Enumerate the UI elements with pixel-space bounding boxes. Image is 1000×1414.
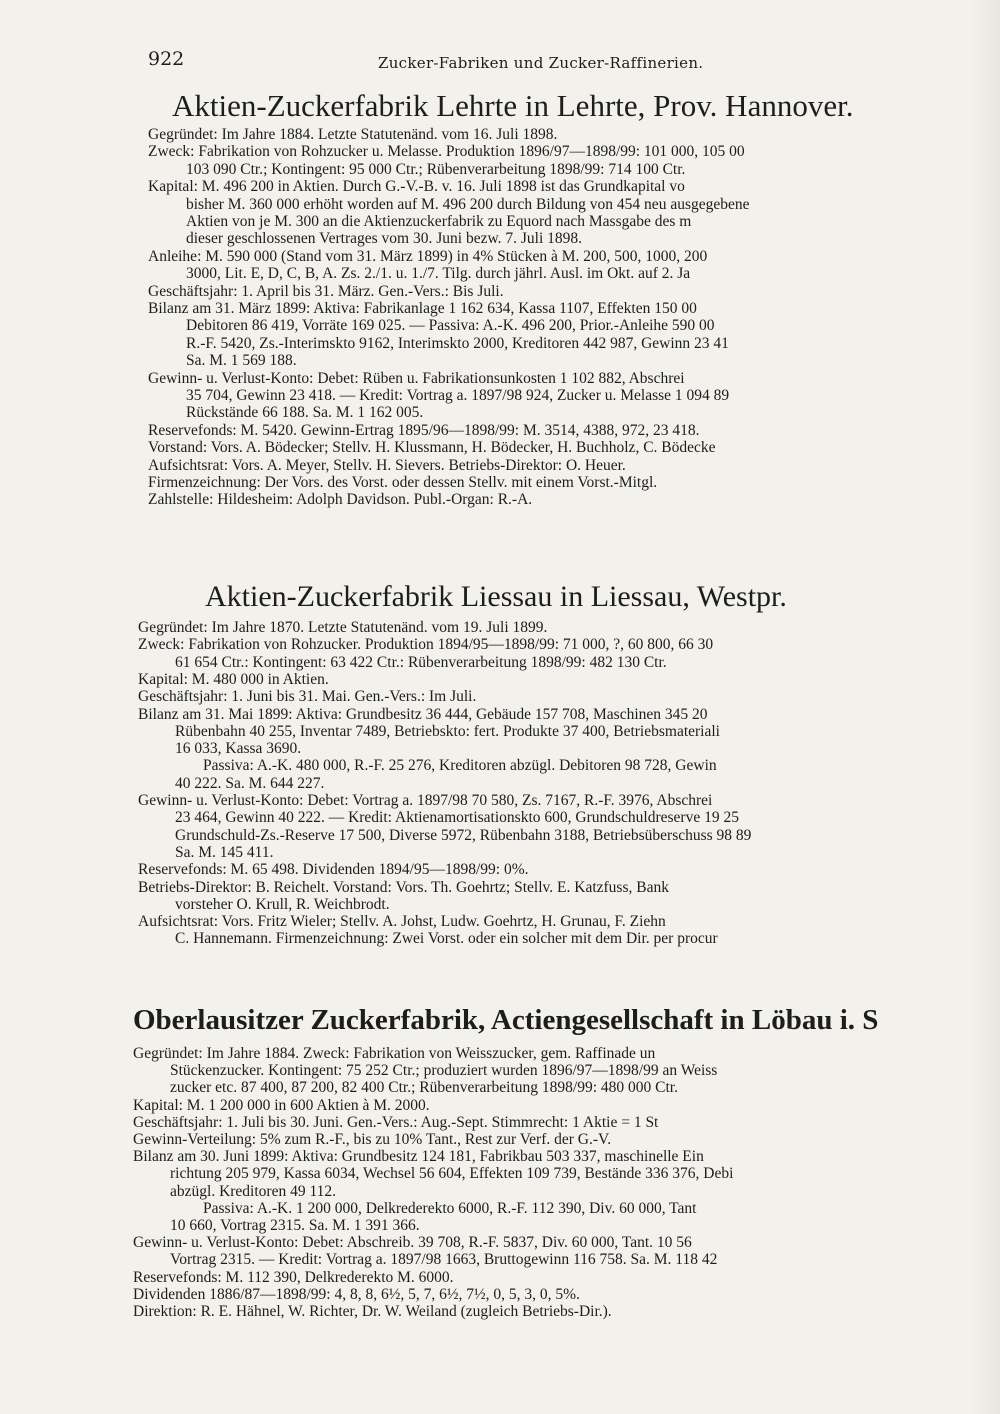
entry-line: Passiva: A.-K. 1 200 000, Delkrederekto 6000, R.-F. 112 390, Div. 60 000, Tant	[203, 1200, 697, 1217]
entry-line: 40 222. Sa. M. 644 227.	[175, 775, 325, 792]
entry-line: Geschäftsjahr: 1. April bis 31. März. Gen.-Vers.: Bis Juli.	[148, 283, 504, 300]
entry-line: Gewinn- u. Verlust-Konto: Debet: Rüben u. Fabrikationsunkosten 1 102 882, Abschrei	[148, 370, 685, 387]
page-edge-shadow	[970, 0, 1000, 1414]
entry-line: Vorstand: Vors. A. Bödecker; Stellv. H. Klussmann, H. Bödecker, H. Buchholz, C. Bödecke	[148, 439, 716, 456]
company-title-lehrte: Aktien-Zuckerfabrik Lehrte in Lehrte, Prov. Hannover.	[172, 88, 854, 123]
entry-line: Zweck: Fabrikation von Rohzucker. Produktion 1894/95—1898/99: 71 000, ?, 60 800, 66 30	[138, 636, 714, 653]
entry-line: R.-F. 5420, Zs.-Interimskto 9162, Interimskto 2000, Kreditoren 442 987, Gewinn 23 41	[186, 335, 729, 352]
entry-line: C. Hannemann. Firmenzeichnung: Zwei Vorst. oder ein solcher mit dem Dir. per procur	[175, 930, 718, 947]
entry-line: Zahlstelle: Hildesheim: Adolph Davidson. Publ.-Organ: R.-A.	[148, 491, 533, 508]
company-title-loebau: Oberlausitzer Zuckerfabrik, Actiengesellschaft in Löbau i. S	[133, 1004, 879, 1036]
entry-line: Bilanz am 31. Mai 1899: Aktiva: Grundbesitz 36 444, Gebäude 157 708, Maschinen 345 20	[138, 706, 708, 723]
entry-line: Firmenzeichnung: Der Vors. des Vorst. oder dessen Stellv. mit einem Vorst.-Mitgl.	[148, 474, 658, 491]
entry-line: Kapital: M. 480 000 in Aktien.	[138, 671, 329, 688]
entry-line: abzügl. Kreditoren 49 112.	[170, 1183, 337, 1200]
entry-line: Kapital: M. 1 200 000 in 600 Aktien à M. 2000.	[133, 1097, 430, 1114]
entry-line: Dividenden 1886/87—1898/99: 4, 8, 8, 6½, 5, 7, 6½, 7½, 0, 5, 3, 0, 5%.	[133, 1286, 580, 1303]
entry-line: 103 090 Ctr.; Kontingent: 95 000 Ctr.; Rübenverarbeitung 1898/99: 714 100 Ctr.	[186, 161, 686, 178]
entry-line: bisher M. 360 000 erhöht worden auf M. 496 200 durch Bildung von 454 neu ausgegebene	[186, 196, 750, 213]
entry-line: Sa. M. 145 411.	[175, 844, 274, 861]
company-title-liessau: Aktien-Zuckerfabrik Liessau in Liessau, Westpr.	[205, 580, 787, 613]
entry-line: Kapital: M. 496 200 in Aktien. Durch G.-V.-B. v. 16. Juli 1898 ist das Grundkapital vo	[148, 178, 685, 195]
entry-line: Gegründet: Im Jahre 1884. Letzte Statutenänd. vom 16. Juli 1898.	[148, 126, 558, 143]
entry-line: Gewinn- u. Verlust-Konto: Debet: Vortrag a. 1897/98 70 580, Zs. 7167, R.-F. 3976, Abschrei	[138, 792, 713, 809]
running-title: Zucker-Fabriken und Zucker-Raffinerien.	[378, 54, 704, 72]
entry-line: Reservefonds: M. 112 390, Delkrederekto M. 6000.	[133, 1269, 454, 1286]
entry-line: Gegründet: Im Jahre 1884. Zweck: Fabrikation von Weisszucker, gem. Raffinade un	[133, 1045, 656, 1062]
entry-line: Geschäftsjahr: 1. Juli bis 30. Juni. Gen.-Vers.: Aug.-Sept. Stimmrecht: 1 Aktie = 1 St	[133, 1114, 659, 1131]
entry-line: 61 654 Ctr.: Kontingent: 63 422 Ctr.: Rübenverarbeitung 1898/99: 482 130 Ctr.	[175, 654, 667, 671]
entry-line: Anleihe: M. 590 000 (Stand vom 31. März 1899) in 4% Stücken à M. 200, 500, 1000, 200	[148, 248, 708, 265]
entry-line: Gewinn- u. Verlust-Konto: Debet: Abschreib. 39 708, R.-F. 5837, Div. 60 000, Tant. 10 56	[133, 1234, 692, 1251]
entry-line: Sa. M. 1 569 188.	[186, 352, 297, 369]
page-number: 922	[148, 48, 185, 70]
entry-line: vorsteher O. Krull, R. Weichbrodt.	[175, 896, 390, 913]
entry-line: Passiva: A.-K. 480 000, R.-F. 25 276, Kreditoren abzügl. Debitoren 98 728, Gewin	[203, 757, 717, 774]
entry-line: Aktien von je M. 300 an die Aktienzuckerfabrik zu Equord nach Massgabe des m	[186, 213, 692, 230]
entry-line: Gegründet: Im Jahre 1870. Letzte Statutenänd. vom 19. Juli 1899.	[138, 619, 548, 636]
entry-line: Vortrag 2315. — Kredit: Vortrag a. 1897/98 1663, Bruttogewinn 116 758. Sa. M. 118 42	[170, 1251, 718, 1268]
entry-line: Grundschuld-Zs.-Reserve 17 500, Diverse 5972, Rübenbahn 3188, Betriebsüberschuss 98 89	[175, 827, 752, 844]
entry-line: dieser geschlossenen Vertrages vom 30. Juni bezw. 7. Juli 1898.	[186, 230, 583, 247]
entry-line: richtung 205 979, Kassa 6034, Wechsel 56 604, Effekten 109 739, Bestände 336 376, Debi	[170, 1165, 734, 1182]
entry-line: Rückstände 66 188. Sa. M. 1 162 005.	[186, 404, 424, 421]
entry-line: Bilanz am 30. Juni 1899: Aktiva: Grundbesitz 124 181, Fabrikbau 503 337, maschinelle Ein	[133, 1148, 704, 1165]
entry-line: Aufsichtsrat: Vors. Fritz Wieler; Stellv. A. Johst, Ludw. Goehrtz, H. Grunau, F. Ziehn	[138, 913, 666, 930]
entry-line: Zweck: Fabrikation von Rohzucker u. Melasse. Produktion 1896/97—1898/99: 101 000, 105 00	[148, 143, 745, 160]
entry-line: Gewinn-Verteilung: 5% zum R.-F., bis zu 10% Tant., Rest zur Verf. der G.-V.	[133, 1131, 612, 1148]
entry-line: Debitoren 86 419, Vorräte 169 025. — Passiva: A.-K. 496 200, Prior.-Anleihe 590 00	[186, 317, 715, 334]
entry-line: Aufsichtsrat: Vors. A. Meyer, Stellv. H. Sievers. Betriebs-Direktor: O. Heuer.	[148, 457, 626, 474]
entry-line: Reservefonds: M. 5420. Gewinn-Ertrag 1895/96—1898/99: M. 3514, 4388, 972, 23 418.	[148, 422, 700, 439]
entry-line: zucker etc. 87 400, 87 200, 82 400 Ctr.; Rübenverarbeitung 1898/99: 480 000 Ctr.	[170, 1079, 678, 1096]
entry-line: Bilanz am 31. März 1899: Aktiva: Fabrikanlage 1 162 634, Kassa 1107, Effekten 150 00	[148, 300, 697, 317]
entry-line: Rübenbahn 40 255, Inventar 7489, Betriebskto: fert. Produkte 37 400, Betriebsmateriali	[175, 723, 720, 740]
entry-line: 10 660, Vortrag 2315. Sa. M. 1 391 366.	[170, 1217, 420, 1234]
entry-line: 23 464, Gewinn 40 222. — Kredit: Aktienamortisationskto 600, Grundschuldreserve 19 25	[175, 809, 739, 826]
entry-line: Reservefonds: M. 65 498. Dividenden 1894/95—1898/99: 0%.	[138, 861, 529, 878]
entry-line: Geschäftsjahr: 1. Juni bis 31. Mai. Gen.-Vers.: Im Juli.	[138, 688, 477, 705]
entry-line: Direktion: R. E. Hähnel, W. Richter, Dr. W. Weiland (zugleich Betriebs-Dir.).	[133, 1303, 612, 1320]
entry-line: 3000, Lit. E, D, C, B, A. Zs. 2./1. u. 1./7. Tilg. durch jährl. Ausl. im Okt. auf 2. Ja	[186, 265, 691, 282]
entry-line: Betriebs-Direktor: B. Reichelt. Vorstand: Vors. Th. Goehrtz; Stellv. E. Katzfuss, Bank	[138, 879, 669, 896]
entry-line: 16 033, Kassa 3690.	[175, 740, 302, 757]
entry-line: Stückenzucker. Kontingent: 75 252 Ctr.; produziert wurden 1896/97—1898/99 an Weiss	[170, 1062, 718, 1079]
entry-line: 35 704, Gewinn 23 418. — Kredit: Vortrag a. 1897/98 924, Zucker u. Melasse 1 094 89	[186, 387, 730, 404]
